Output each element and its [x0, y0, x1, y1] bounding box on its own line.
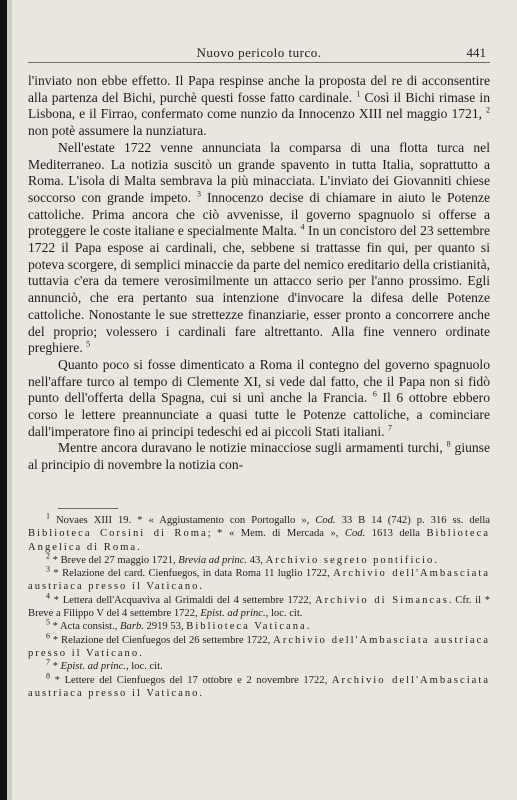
text-run: Il 6 ottobre ebbero corso le lettere preannunciate a quasi tutte le Potenze cattoliche, a cominciare dall'imperatore fino ai principi tedeschi ed ai piccoli Stati italiani. — [28, 390, 491, 439]
running-title: Nuovo pericolo turco. — [196, 45, 322, 60]
note-italic: Cod. — [315, 515, 336, 526]
note-text: * Acta consist., — [52, 621, 121, 633]
note-text: . — [434, 554, 437, 566]
note-text: . Cfr. il * Breve a Filippo V del 4 settembre 1722, — [28, 594, 491, 620]
note-text: , loc. cit. — [125, 661, 163, 673]
footnote-2 — [28, 551, 490, 567]
text-run: In un concistoro del 23 settembre 1722 il Papa espose ai cardinali, che, sebbene si trattasse fin qui, per quanto si poteva scorgere, di semplici minaccie da parte del nemico ereditario della cristianità, tuttavia c'era da temere verosimilmente un attacco serio per l'anno prossimo. Egli annunciò, che era pertanto sua intenzione d'invocare la difesa delle Potenze cattoliche. Nonostante le sue strettezze finanziarie, esser pronto a concorrere anche del proprio; volessero i cardinali fare altrettanto. Alla fine vennero ordinate preghiere. — [28, 223, 490, 356]
note-text: * Lettera dell'Acquaviva al Grimaldi del 4 settembre 1722, — [53, 594, 316, 606]
footnote-number: 1 — [46, 511, 50, 521]
note-italic: Epist. ad princ. — [200, 608, 266, 620]
note-archive: Archivio dell'Ambasciata austriaca presso il Vaticano — [28, 634, 490, 659]
note-text: * Breve del 27 maggio 1721, — [52, 554, 179, 566]
footnote-rule — [58, 508, 118, 509]
note-italic: Brevia ad princ. — [178, 554, 248, 566]
note-text: 1613 della — [365, 528, 427, 540]
page-header — [28, 43, 490, 63]
paragraph-1 — [28, 73, 490, 140]
note-text: . — [306, 621, 310, 633]
page-edge — [7, 0, 12, 800]
footnote-6 — [28, 631, 490, 661]
footnote-ref-7: 7 — [387, 423, 392, 433]
footnote-5 — [28, 617, 490, 633]
note-text: ; * « Mem. di Mercada », — [207, 528, 345, 540]
footnote-ref-2: 2 — [486, 105, 490, 115]
note-archive: Archivio segreto pontificio — [265, 554, 435, 566]
paragraph-3 — [28, 357, 490, 441]
text-run: giunse al principio di novembre la notizia con- — [28, 440, 491, 473]
footnote-number: 4 — [46, 591, 50, 601]
note-text: * Lettere del Cienfuegos del 17 ottobre e 2 novembre 1722, — [54, 674, 332, 686]
note-archive: Biblioteca Angelica di Roma — [28, 528, 490, 553]
header-rule — [28, 62, 490, 63]
note-text: * Relazione del card. Cienfuegos, in data Roma 11 luglio 1722, — [53, 568, 334, 580]
paragraph-4 — [28, 440, 490, 473]
note-archive: Archivio dell'Ambasciata austriaca presso il Vaticano — [28, 674, 490, 699]
footnote-ref-6: 6 — [372, 389, 377, 399]
note-archive: Biblioteca Corsini di Roma — [28, 528, 208, 540]
note-italic: Barb. — [120, 621, 144, 633]
note-archive: Archivio dell'Ambasciata austriaca presso il Vaticano — [28, 568, 490, 593]
text-run: Quanto poco si fosse dimenticato a Roma il contegno del governo spagnuolo nell'affare turco al tempo di Clemente XI, si vede dal fatto, che il Papa non si fidò punto dell'offerta della Spagna, cui si unì anche la Francia. — [28, 356, 490, 406]
text-run: Mentre ancora duravano le notizie minacciose sugli armamenti turchi, — [58, 440, 443, 456]
note-text: 2919 53, — [143, 621, 187, 633]
paragraph-2 — [28, 140, 490, 357]
note-archive: Biblioteca Vaticana — [186, 621, 307, 633]
note-text: . — [139, 647, 142, 659]
footnote-3 — [28, 564, 490, 594]
note-text: * — [52, 661, 61, 673]
footnote-number: 6 — [46, 631, 50, 641]
footnote-1 — [28, 511, 490, 554]
text-run: Innocenzo decise di chiamare in aiuto le Potenze cattoliche. Prima ancora che ciò avvenisse, il governo spagnuolo si offerse a proteggere le coste italiane e specialmente Malta. — [28, 189, 491, 239]
text-run: Così il Bichi rimase in Lisbona, e il Firrao, confermato come nunzio da Innocenzo XIII nel maggio 1721, — [28, 89, 490, 122]
note-archive: Archivio di Simancas — [315, 594, 449, 606]
footnotes — [28, 511, 491, 700]
main-text — [28, 73, 490, 474]
note-italic: Cod. — [344, 528, 366, 540]
book-page — [28, 0, 490, 800]
note-italic: Epist. ad princ. — [60, 661, 126, 673]
footnote-ref-1: 1 — [356, 89, 361, 99]
footnote-ref-8: 8 — [446, 439, 451, 449]
footnote-number: 3 — [46, 564, 50, 574]
note-text: . — [199, 581, 203, 593]
footnote-4 — [28, 591, 491, 621]
text-run: l'inviato non ebbe effetto. Il Papa respinse anche la proposta del re di acconsentire alla partenza del Bichi, purchè questi fosse fatto cardinale. — [28, 73, 490, 105]
footnote-number: 5 — [46, 617, 50, 627]
text-run: non potè assumere la nunziatura. — [28, 123, 207, 139]
note-text: 33 B 14 (742) p. 316 ss. della — [335, 515, 490, 526]
page-number: 441 — [466, 45, 486, 60]
note-text: . — [199, 687, 203, 699]
footnote-number: 7 — [46, 657, 50, 667]
footnote-number: 8 — [46, 671, 50, 681]
book-spine-shadow — [0, 0, 7, 800]
footnote-ref-3: 3 — [197, 189, 202, 199]
footnote-ref-4: 4 — [300, 222, 305, 232]
footnote-ref-5: 5 — [86, 339, 91, 349]
footnote-number: 2 — [46, 551, 50, 561]
note-text: * Relazione del Cienfuegos del 26 settembre 1722, — [52, 634, 274, 646]
text-run: Nell'estate 1722 venne annunciata la comparsa di una flotta turca nel Mediterraneo. La notizia suscitò un grande spavento in tutta Italia, soprattutto a Roma. L'isola di Malta sembrava la più minacciata. L'inviato dei Giovanniti chiese soccorso con grande impeto. — [28, 139, 490, 205]
footnote-7 — [28, 657, 490, 673]
note-text: . — [137, 541, 140, 553]
note-text: Novaes XIII 19. * « Aggiustamento con Portogallo », — [56, 515, 316, 526]
footnote-8 — [28, 671, 490, 701]
note-text: 43, — [247, 554, 266, 566]
note-text: , loc. cit. — [265, 608, 303, 620]
